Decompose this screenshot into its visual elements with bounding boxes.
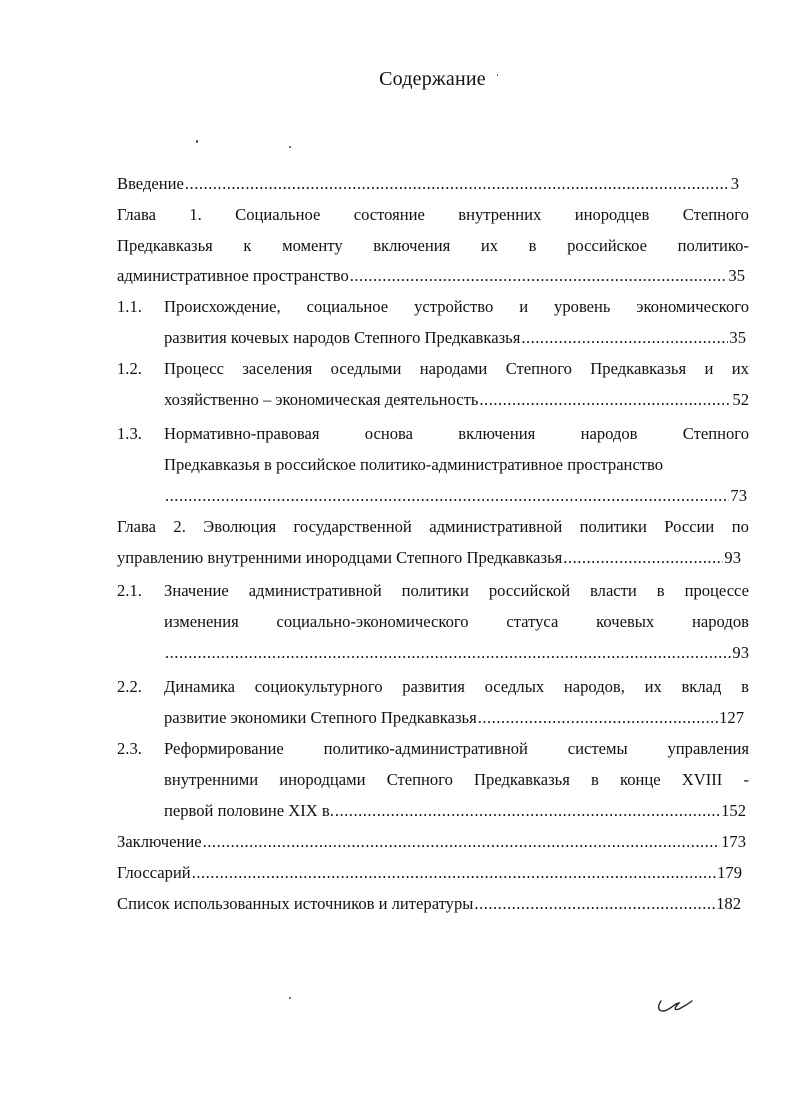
toc-word: кочевых [596,612,655,631]
toc-word: состояние [353,205,425,224]
scan-speck [289,997,291,999]
toc-word: социальное [306,297,389,316]
dot-leader [479,387,731,413]
dot-leader [478,705,718,731]
toc-word: Социальное [235,205,321,224]
toc-word: системы [567,739,628,758]
toc-word: Реформирование [164,739,284,758]
toc-entry-sources [117,891,741,917]
toc-entry-label: административное пространство [117,266,349,285]
toc-page-number: 182 [716,894,741,913]
toc-word: государственной [293,517,412,536]
toc-word: Происхождение, [164,297,281,316]
toc-section-1-2-line-2 [164,387,749,413]
toc-word: Эволюция [203,517,277,536]
toc-word: Степного [386,770,453,789]
toc-word: Степного [682,205,749,224]
toc-word: оседлыми [330,359,402,378]
scan-speck [196,140,198,143]
toc-word: в [741,677,749,696]
section-number: 2.1. [117,581,142,600]
toc-section-1-1-line-2 [164,325,746,351]
toc-word: статуса [506,612,559,631]
toc-word: конце [619,770,661,789]
toc-word: народов, [563,677,625,696]
toc-chapter-1-line-2 [117,233,749,259]
toc-word: народов [692,612,749,631]
toc-word: их [644,677,662,696]
toc-word: Предкавказья [117,236,213,255]
toc-word: социокультурного [254,677,383,696]
toc-word: - [743,770,749,789]
dot-leader [474,891,715,917]
toc-page-number: 127 [719,708,744,727]
section-number: 1.2. [117,359,142,378]
toc-page-number: 35 [729,328,746,347]
dot-leader [350,263,728,289]
toc-word: российское [567,236,648,255]
toc-word: политико-административной [323,739,528,758]
dot-leader [165,640,731,666]
toc-word: XVIII [681,770,723,789]
toc-page-number: 93 [724,548,741,567]
toc-word: Динамика [164,677,236,696]
toc-word: 1. [189,205,202,224]
page-title: Содержание [379,68,486,90]
toc-word: и [704,359,714,378]
toc-entry-conclusion [117,829,746,855]
dot-leader [185,171,730,197]
toc-word: народами [419,359,488,378]
toc-section-2-1-line-1 [164,578,749,604]
toc-entry-label: развитие экономики Степного Предкавказья [164,708,477,727]
dot-leader [335,798,720,824]
toc-section-2-3-line-1 [164,736,749,762]
toc-entry-label: Глоссарий [117,863,191,882]
toc-word: административной [248,581,382,600]
section-number: 2.3. [117,739,142,758]
toc-section-2-1-line-2 [164,609,749,635]
toc-word: развития [402,677,465,696]
toc-word: внутренних [458,205,542,224]
toc-chapter-2-line-1 [117,514,749,540]
toc-word: административной [429,517,563,536]
toc-word: Предкавказья [474,770,570,789]
toc-word: вклад [681,677,722,696]
toc-page-number: 52 [732,390,749,409]
toc-word: заселения [242,359,313,378]
toc-word: управления [667,739,749,758]
toc-page-number: 179 [717,863,742,882]
toc-word: включения [458,424,536,443]
toc-word: включения [373,236,451,255]
toc-section-1-3-line-1 [164,421,749,447]
toc-word: их [731,359,749,378]
dot-leader [521,325,728,351]
toc-word: в [528,236,537,255]
toc-chapter-1-line-1 [117,202,749,228]
toc-word: политико- [677,236,749,255]
toc-section-1-3-line-2: Предкавказья в российское политико-административное пространство [164,455,664,474]
toc-page-number: 173 [721,832,746,851]
dot-leader [165,483,729,509]
toc-word: Процесс [164,359,224,378]
toc-entry-label: развития кочевых народов Степного Предкавказья [164,328,521,347]
toc-chapter-1-line-3 [117,263,745,289]
toc-word: в [656,581,665,600]
toc-section-2-3-line-3 [164,798,746,824]
scan-speck [497,74,498,76]
toc-entry-label: Заключение [117,832,202,851]
toc-entry-label: управлению внутренними инородцами Степного Предкавказья [117,548,563,567]
toc-word: устройство [414,297,494,316]
toc-section-1-1-line-1 [164,294,749,320]
toc-entry-intro [117,171,739,197]
toc-entry-label: первой половине XIX в. [164,801,334,820]
section-number: 1.1. [117,297,142,316]
toc-word: политики [579,517,647,536]
toc-entry-label: Список использованных источников и литературы [117,894,474,913]
toc-section-1-2-line-1 [164,356,749,382]
toc-word: социально-экономического [276,612,469,631]
toc-word: политики [401,581,469,600]
toc-word: власти [590,581,637,600]
toc-word: Степного [682,424,749,443]
scan-speck [289,146,291,148]
toc-word: моменту [282,236,343,255]
toc-section-2-2-line-1 [164,674,749,700]
toc-word: Глава [117,205,156,224]
toc-entry-glossary [117,860,742,886]
handwritten-initial-icon [655,995,695,1017]
toc-entry-label: хозяйственно – экономическая деятельность [164,390,479,409]
toc-page-number: 152 [721,801,746,820]
toc-word: в [591,770,599,789]
toc-word: 2. [173,517,186,536]
toc-page-number: 73 [730,486,747,505]
toc-word: Глава [117,517,156,536]
toc-word: к [243,236,252,255]
toc-word: оседлых [484,677,545,696]
toc-section-1-3-line-3 [164,483,747,509]
toc-word: Предкавказья [590,359,687,378]
toc-word: по [731,517,749,536]
toc-word: процессе [684,581,749,600]
toc-word: Значение [164,581,229,600]
dot-leader [563,545,723,571]
toc-word: Нормативно-правовая [164,424,320,443]
dot-leader [192,860,716,886]
toc-word: Степного [505,359,572,378]
toc-page-number: 35 [728,266,745,285]
toc-word: инородцами [279,770,366,789]
toc-chapter-2-line-2 [117,545,741,571]
toc-word: и [519,297,529,316]
toc-word: внутренними [164,770,259,789]
toc-word: их [480,236,499,255]
section-number: 2.2. [117,677,142,696]
toc-word: российской [488,581,571,600]
toc-section-2-1-line-3 [164,640,749,666]
dot-leader [203,829,720,855]
toc-page-number: 3 [730,174,739,193]
toc-word: экономического [636,297,749,316]
section-number: 1.3. [117,424,142,443]
toc-word: России [664,517,715,536]
toc-word: уровень [554,297,611,316]
toc-entry-label: Введение [117,174,184,193]
toc-section-2-3-line-2 [164,767,749,793]
toc-word: народов [580,424,638,443]
toc-word: изменения [164,612,239,631]
toc-word: основа [364,424,413,443]
toc-section-2-2-line-2 [164,705,744,731]
toc-page-number: 93 [732,643,749,662]
toc-word: инородцев [574,205,650,224]
